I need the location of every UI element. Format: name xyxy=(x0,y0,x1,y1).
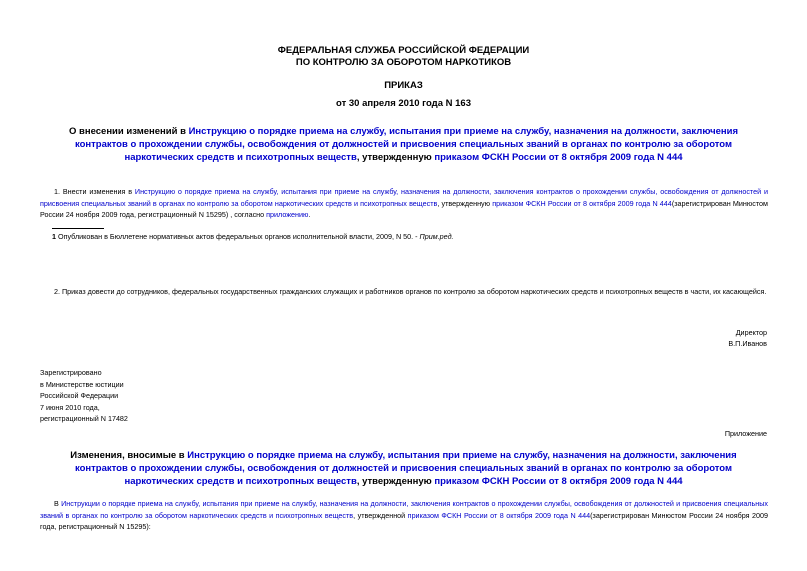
footnote-text: Опубликован в Бюллетене нормативных актов федеральных органов исполнительной власти, 2009, N 50. - xyxy=(56,232,420,241)
footnote-marker: 1 xyxy=(52,232,56,241)
document-date: от 30 апреля 2010 года N 163 xyxy=(336,98,471,109)
order-444-link[interactable]: приказом ФСКН России от 8 октября 2009 года N 444 xyxy=(434,152,683,163)
order-title xyxy=(55,125,752,164)
appendix-label: Приложение xyxy=(724,429,767,438)
appendix-link[interactable]: приложению xyxy=(266,210,309,219)
agency-name-line1: ФЕДЕРАЛЬНАЯ СЛУЖБА РОССИЙСКОЙ ФЕДЕРАЦИИ xyxy=(277,45,530,56)
title-middle: , утвержденную xyxy=(356,152,435,163)
paragraph-1-tail: , согласно xyxy=(228,210,267,219)
appendix-title-prefix: Изменения, вносимые в xyxy=(70,450,188,461)
title-prefix: О внесении изменений в xyxy=(68,126,189,137)
footnote-divider xyxy=(52,228,104,229)
signature-position: Директор xyxy=(735,328,767,337)
signature-name: В.П.Иванов xyxy=(728,339,767,348)
paragraph-2: 2. Приказ довести до сотрудников, федеральных государственных гражданских служащих и работников органов по контролю за оборотом наркотических средств и психотропных веществ в части, их касающейся. xyxy=(54,287,767,296)
paragraph-1-instruction-link[interactable]: Инструкцию о порядке приема на службу, испытания при приеме на службу, назначения на должности, заключения контрактов о прохождении службы, освобождения от должностей и присвоения специальных званий в органах по контролю за оборотом наркотических средств и психотропных веществ xyxy=(40,187,768,208)
footnote xyxy=(52,231,772,243)
registration-line-5: регистрационный N 17482 xyxy=(40,414,128,423)
registration-line-3: Российской Федерации xyxy=(40,391,119,400)
agency-name-line2: ПО КОНТРОЛЮ ЗА ОБОРОТОМ НАРКОТИКОВ xyxy=(295,57,512,68)
appendix-paragraph-instruction-link[interactable]: Инструкции о порядке приема на службу, испытания при приеме на службу, назначения на должности, заключения контрактов о прохождении службы, освобождения от должностей и присвоения специальных званий в органах по контролю за оборотом наркотических средств и психотропных веществ xyxy=(40,499,769,520)
paragraph-1-end: . xyxy=(308,210,311,219)
registration-block xyxy=(40,367,128,425)
appendix-title-middle: , утвержденную xyxy=(356,476,435,487)
appendix-paragraph-registration: (зарегистрирован Минюстом России 24 ноября 2009 года, регистрационный N 15295): xyxy=(40,510,769,531)
paragraph-1-order-link[interactable]: приказом ФСКН России от 8 октября 2009 года N 444 xyxy=(492,198,672,208)
appendix-paragraph-middle: , утвержденной xyxy=(353,510,408,520)
document-type: ПРИКАЗ xyxy=(384,80,423,91)
registration-line-2: в Министерстве юстиции xyxy=(40,379,124,389)
appendix-order-link[interactable]: приказом ФСКН России от 8 октября 2009 года N 444 xyxy=(434,476,683,487)
appendix-title xyxy=(55,449,752,488)
paragraph-1-number: 1. Внести изменения в xyxy=(54,187,135,196)
appendix-paragraph xyxy=(40,498,768,533)
appendix-paragraph-order-link[interactable]: приказом ФСКН России от 8 октября 2009 года N 444 xyxy=(407,510,591,520)
registration-line-1: Зарегистрировано xyxy=(40,368,102,377)
paragraph-1 xyxy=(40,186,768,221)
paragraph-1-middle: , утвержденную xyxy=(437,198,493,208)
registration-line-4: 7 июня 2010 года, xyxy=(40,402,100,412)
appendix-instruction-link[interactable]: Инструкцию о порядке приема на службу, испытания при приеме на службу, назначения на должности, заключения контрактов о прохождении службы, освобождения от должностей и присвоения специальных званий в органах по контролю за оборотом наркотических средств и психотропных веществ xyxy=(74,450,737,487)
paragraph-1-registration: (зарегистрирован Минюстом России 24 ноября 2009 года, регистрационный N 15295) xyxy=(40,198,768,219)
appendix-paragraph-lead: В xyxy=(54,499,62,508)
footnote-note: Прим.ред. xyxy=(419,232,454,241)
instruction-link[interactable]: Инструкцию о порядке приема на службу, испытания при приеме на службу, назначения на должности, заключения контрактов о прохождении службы, освобождения от должностей и присвоения специальных званий в органах по контролю за оборотом наркотических средств и психотропных веществ xyxy=(74,126,739,163)
